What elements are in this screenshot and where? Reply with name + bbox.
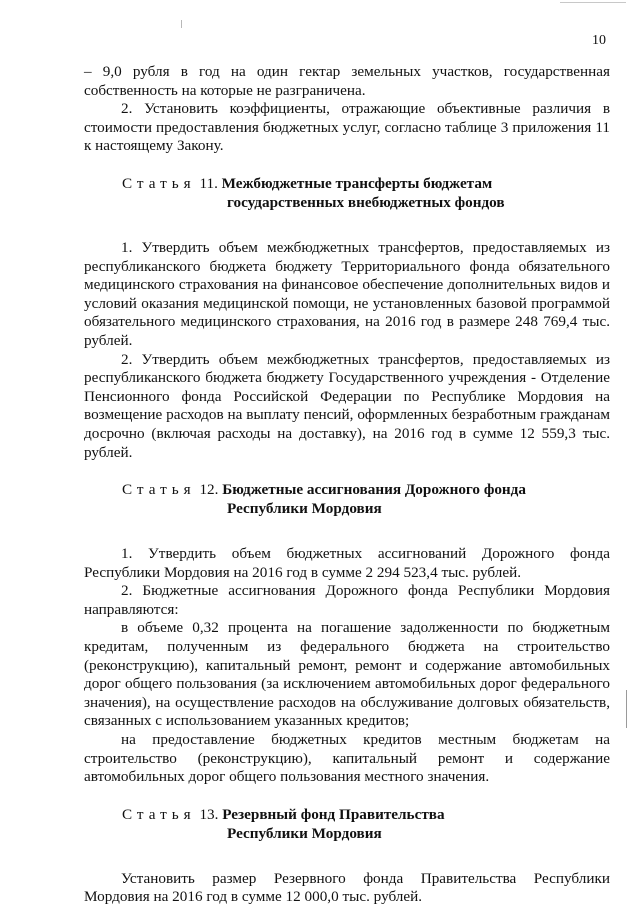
paragraph: 1. Утвердить объем бюджетных ассигнований Дорожного фонда Республики Мордовия на 2016 год в сумме 2 294 523,4 тыс. рублей. (84, 545, 610, 581)
article-heading-line (84, 480, 610, 499)
article-heading-line (84, 174, 610, 193)
article-title: Межбюджетные трансферты бюджетам (221, 174, 493, 192)
paragraph: 1. Утвердить объем межбюджетных трансфертов, предоставляемых из республиканского бюджета бюджету Территориального фонда обязательного медицинского страхования на финансовое обеспечение дополнительных видов и условий оказания медицинской помощи, не установленных базовой программой обязательного медицинского страхования, на 2016 год в размере 248 769,4 тыс. рублей. (84, 238, 610, 349)
page-number: 10 (592, 33, 606, 48)
article-title: Бюджетные ассигнования Дорожного фонда (222, 481, 526, 499)
scan-artifact-mark (181, 20, 182, 28)
document-body (84, 63, 610, 907)
article-title-continued: Республики Мордовия (227, 500, 382, 518)
paragraph: – 9,0 рубля в год на один гектар земельных участков, государственная собственность на которые не разграничена. (84, 63, 610, 99)
article-heading (84, 805, 610, 843)
paragraph: 2. Бюджетные ассигнования Дорожного фонда Республики Мордовия направляются: (84, 582, 610, 618)
article-heading-line (84, 805, 610, 824)
article-heading (84, 480, 610, 518)
paragraph: 2. Установить коэффициенты, отражающие объективные различия в стоимости предоставления бюджетных услуг, согласно таблице 3 приложения 11 к настоящему Закону. (84, 100, 610, 155)
article-word: Статья (122, 481, 196, 499)
article-title: Резервный фонд Правительства (222, 805, 445, 823)
article-number: 12. (199, 481, 219, 499)
paragraph: Установить размер Резервного фонда Правительства Республики Мордовия на 2016 год в сумме 12 000,0 тыс. рублей. (84, 869, 610, 906)
article-title-continued: государственных внебюджетных фондов (227, 193, 505, 211)
article-title-continued: Республики Мордовия (227, 824, 382, 842)
article-word: Статья (122, 805, 196, 823)
paragraph: в объеме 0,32 процента на погашение задолженности по бюджетным кредитам, полученным из федерального бюджета на строительство (реконструкцию), капитальный ремонт, ремонт и содержание автомобильных дорог общего пользования (за исключением автомобильных дорог федерального значения), на осуществление расходов на обслуживание долговых обязательств, связанных с использованием указанных кредитов; (84, 619, 610, 730)
scan-artifact-mark (626, 690, 627, 728)
paragraph: 2. Утвердить объем межбюджетных трансфертов, предоставляемых из республиканского бюджета бюджету Государственного учреждения - Отделение Пенсионного фонда Российской Федерации по Республике Мордовия на возмещение расходов на выплату пенсий, оформленных безработным гражданам досрочно (включая расходы на доставку), на 2016 год в сумме 12 559,3 тыс. рублей. (84, 350, 610, 461)
article-number: 13. (199, 805, 219, 823)
paragraph: на предоставление бюджетных кредитов местным бюджетам на строительство (реконструкцию), капитальный ремонт и содержание автомобильных дорог общего пользования местного значения. (84, 731, 610, 786)
article-word: Статья (122, 174, 196, 192)
scan-artifact-line (560, 2, 626, 3)
article-heading (84, 174, 610, 212)
article-number: 11. (199, 174, 218, 192)
